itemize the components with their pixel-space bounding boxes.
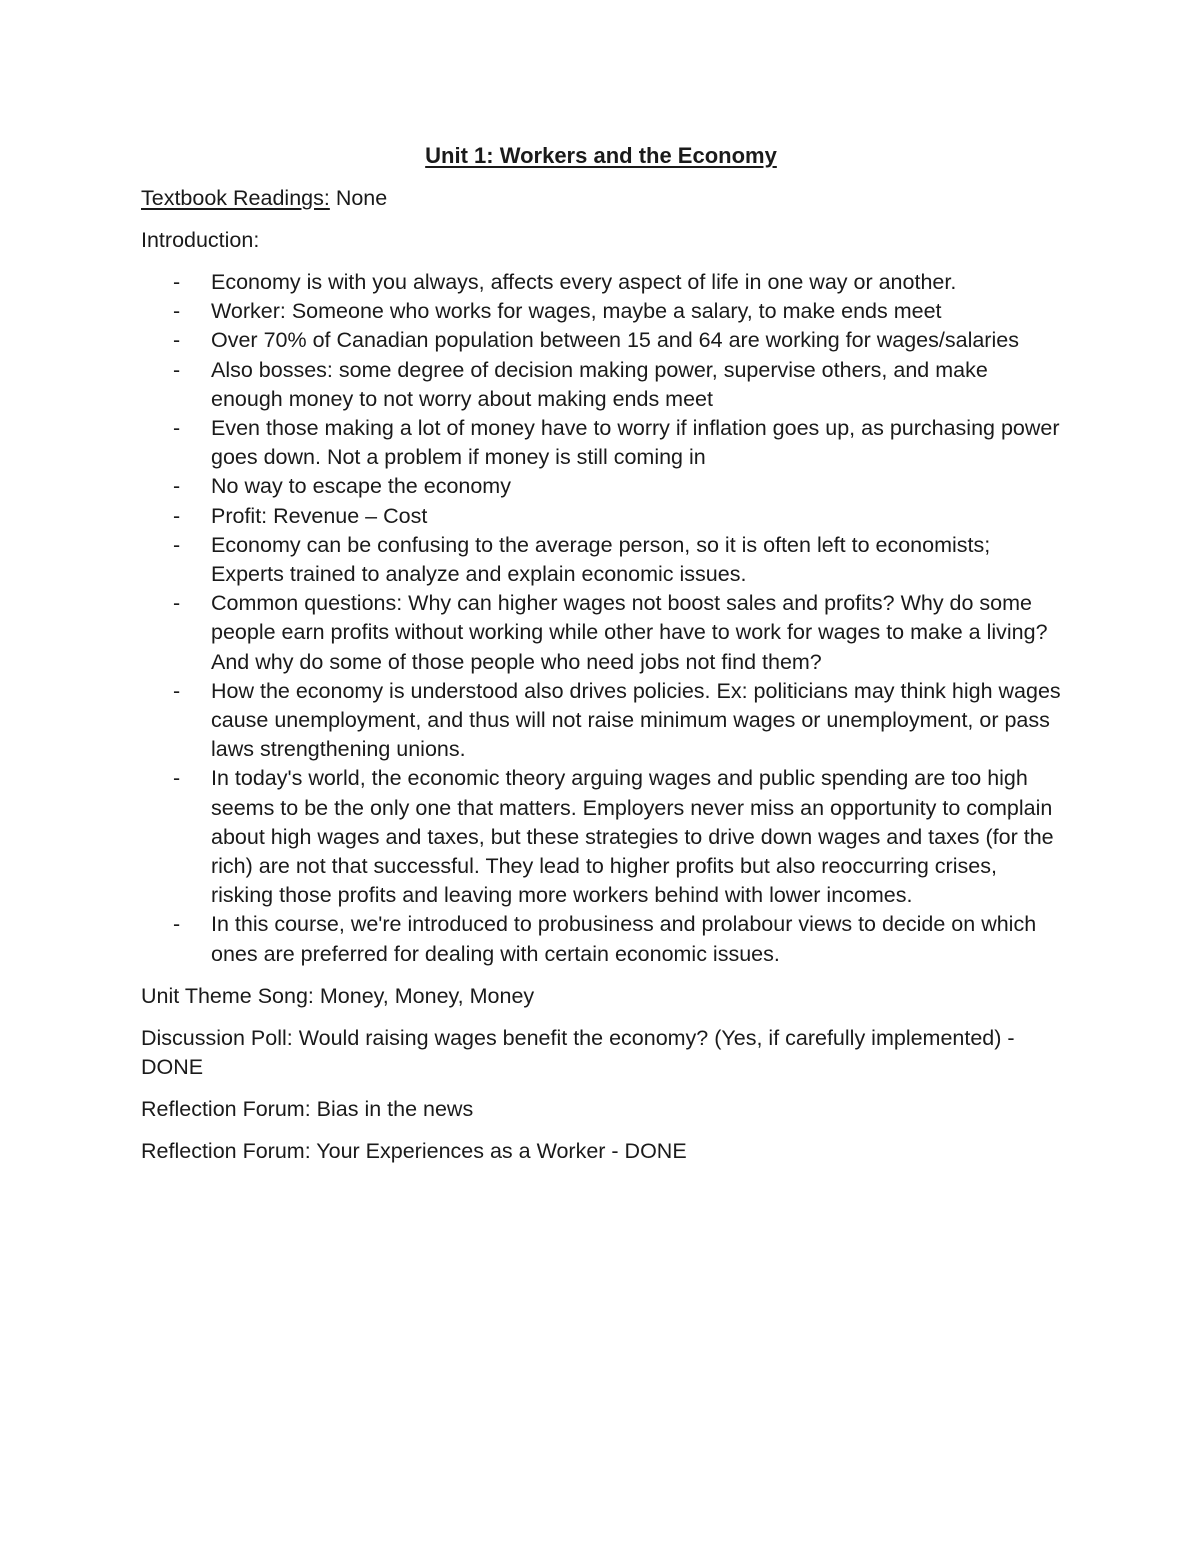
list-item-text: Over 70% of Canadian population between 15 and 64 are working for wages/salaries (211, 328, 1019, 353)
list-item (141, 589, 1061, 677)
list-item-text: In this course, we're introduced to probusiness and prolabour views to decide on which ones are preferred for dealing with certain economic issues. (211, 912, 1037, 966)
list-item (141, 414, 1061, 472)
document-page (141, 140, 1061, 1179)
bullet-dash: - (173, 299, 181, 324)
bullet-dash: - (173, 503, 181, 528)
list-item (141, 297, 1061, 326)
list-item-text: Economy is with you always, affects every aspect of life in one way or another. (211, 270, 957, 294)
textbook-readings-value: None (329, 186, 388, 210)
list-item-text: In today's world, the economic theory arguing wages and public spending are too high seems to be the only one that matters. Employers never miss an opportunity to complain about high wages and taxes, but these strategies to drive down wages and taxes (for the rich) are not that successful. They lead to higher profits but also reoccurring crises, risking those profits and leaving more workers behind with lower incomes. (211, 766, 1054, 908)
bullet-dash: - (173, 912, 181, 937)
unit-theme-song: Unit Theme Song: Money, Money, Money (141, 983, 535, 1008)
list-item (141, 502, 1061, 531)
list-item-text: Profit: Revenue – Cost (211, 503, 428, 528)
bullet-dash: - (173, 474, 181, 499)
list-item-text: Common questions: Why can higher wages not boost sales and profits? Why do some people earn profits without working while other have to work for wages to make a living? And why do some of those people who need jobs not find them? (211, 591, 1048, 674)
list-item (141, 268, 1061, 297)
list-item-text: Worker: Someone who works for wages, maybe a salary, to make ends meet (211, 299, 942, 324)
reflection-forum-bias: Reflection Forum: Bias in the news (141, 1096, 474, 1121)
list-item (141, 531, 1061, 589)
bullet-dash: - (173, 532, 181, 557)
bullet-dash: - (173, 357, 181, 382)
list-item-text: How the economy is understood also drives policies. Ex: politicians may think high wages cause unemployment, and thus will not raise minimum wages or unemployment, or pass laws strengthening unions. (211, 678, 1061, 762)
textbook-readings-label: Textbook Readings: (141, 186, 330, 210)
list-item-text: Economy can be confusing to the average person, so it is often left to economists; Experts trained to analyze and explain economic issues. (211, 532, 991, 587)
list-item-text: Even those making a lot of money have to worry if inflation goes up, as purchasing power goes down. Not a problem if money is still coming in (211, 416, 1060, 470)
introduction-heading: Introduction: (141, 228, 260, 252)
bullet-dash: - (173, 328, 181, 353)
bullet-dash: - (173, 766, 181, 791)
list-item (141, 764, 1061, 910)
list-item (141, 910, 1061, 968)
reflection-forum-worker: Reflection Forum: Your Experiences as a Worker - DONE (141, 1138, 687, 1163)
list-item (141, 677, 1061, 765)
list-item (141, 356, 1061, 414)
bullet-dash: - (173, 678, 181, 703)
bullet-dash: - (173, 591, 181, 616)
document-title: Unit 1: Workers and the Economy (425, 143, 777, 168)
bullet-dash: - (173, 270, 181, 294)
list-item (141, 472, 1061, 501)
discussion-poll: Discussion Poll: Would raising wages benefit the economy? (Yes, if carefully implemented) - DONE (141, 1025, 1015, 1079)
introduction-list (141, 268, 1061, 969)
textbook-readings (141, 184, 1061, 213)
list-item (141, 326, 1061, 355)
list-item-text: Also bosses: some degree of decision making power, supervise others, and make enough money to not worry about making ends meet (211, 357, 988, 411)
list-item-text: No way to escape the economy (211, 474, 511, 499)
bullet-dash: - (173, 416, 181, 441)
